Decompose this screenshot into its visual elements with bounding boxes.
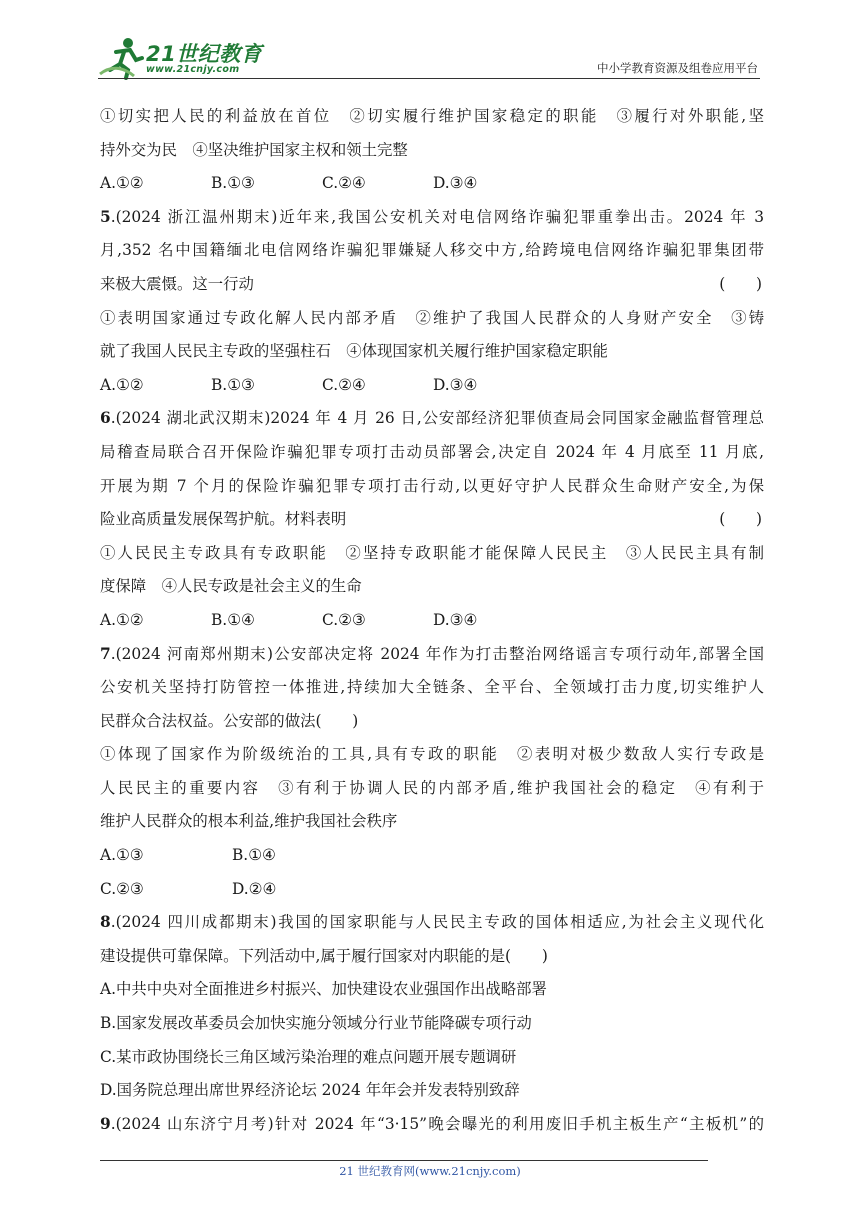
question-content [100, 100, 764, 1141]
q4-statement-line: 持外交为民 ④坚决维护国家主权和领土完整 [100, 140, 408, 159]
q6-stem-line: 局稽查局联合召开保险诈骗犯罪专项打击动员部署会,决定自 2024 年 4 月底至 11 月底, [100, 442, 764, 461]
page-header [98, 36, 760, 80]
q6-statement-line: ①人民民主专政具有专政职能 ②坚持专政职能才能保障人民民主 ③人民民主具有制 [100, 543, 764, 562]
q5-stem-line: 5.(2024 浙江温州期末)近年来,我国公安机关对电信网络诈骗犯罪重拳出击。2024 年 3 [100, 207, 764, 226]
q6-options [100, 604, 764, 638]
q7-statement-line: 维护人民群众的根本利益,维护我国社会秩序 [100, 812, 398, 831]
answer-blank: ( ) [719, 274, 762, 293]
runner-logo-icon [98, 36, 148, 80]
q6-statement-line: 度保障 ④人民专政是社会主义的生命 [100, 577, 362, 596]
q5-option-c: C.②④ [322, 375, 366, 394]
footer-link[interactable]: 21 世纪教育网(www.21cnjy.com) [339, 1164, 521, 1178]
q8-stem-line: 8.(2024 四川成都期末)我国的国家职能与人民民主专政的国体相适应,为社会主义现代化 [100, 913, 764, 932]
q8-option-a: A.中共中央对全面推进乡村振兴、加快建设农业强国作出战略部署 [100, 980, 547, 999]
q6-number: 6 [100, 409, 111, 428]
q4-options [100, 167, 764, 201]
q8-option-c: C.某市政协围绕长三角区域污染治理的难点问题开展专题调研 [100, 1047, 517, 1066]
q4-statement-line: ①切实把人民的利益放在首位 ②切实履行维护国家稳定的职能 ③履行对外职能,坚 [100, 107, 764, 125]
q9-stem-line: 9.(2024 山东济宁月考)针对 2024 年“3·15”晚会曝光的利用废旧手机主板生产“主板机”的 [100, 1114, 764, 1133]
q7-option-d: D.②④ [232, 879, 277, 898]
q7-stem-line: 民群众合法权益。公安部的做法( ) [100, 711, 359, 730]
platform-title: 中小学教育资源及组卷应用平台 [597, 61, 758, 75]
q5-statement-line: ①表明国家通过专政化解人民内部矛盾 ②维护了我国人民群众的人身财产安全 ③铸 [100, 308, 764, 327]
q7-option-a: A.①③ [100, 846, 144, 865]
q5-option-d: D.③④ [433, 375, 478, 394]
logo-text: 21世纪教育 [146, 42, 263, 66]
q6-stem-line: 险业高质量发展保驾护航。材料表明 ( ) [100, 503, 764, 537]
q7-options-row [100, 839, 764, 873]
q7-statement-line: 人民民主的重要内容 ③有利于协调人民的内部矛盾,维护我国社会的稳定 ④有利于 [100, 778, 764, 797]
q5-option-b: B.①③ [211, 375, 255, 394]
q8-stem-line: 建设提供可靠保障。下列活动中,属于履行国家对内职能的是( ) [100, 946, 548, 965]
q4-option-a: A.①② [100, 174, 144, 193]
q5-number: 5 [100, 207, 111, 226]
q5-stem-line: 来极大震慑。这一行动 ( ) [100, 268, 764, 302]
q5-option-a: A.①② [100, 375, 144, 394]
q7-option-c: C.②③ [100, 879, 144, 898]
logo-url: www.21cnjy.com [146, 64, 240, 75]
q7-stem-line: 7.(2024 河南郑州期末)公安部决定将 2024 年作为打击整治网络谣言专项行动年,部署全国 [100, 644, 764, 663]
q8-option-d: D.国务院总理出席世界经济论坛 2024 年年会并发表特别致辞 [100, 1081, 520, 1100]
q7-statement-line: ①体现了国家作为阶级统治的工具,具有专政的职能 ②表明对极少数敌人实行专政是 [100, 745, 764, 764]
answer-blank: ( ) [719, 510, 762, 529]
footer-divider [100, 1160, 708, 1161]
header-divider [98, 78, 760, 79]
q8-number: 8 [100, 913, 111, 932]
q5-statement-line: 就了我国人民民主专政的坚强柱石 ④体现国家机关履行维护国家稳定职能 [100, 342, 608, 361]
logo [98, 36, 268, 80]
q7-option-b: B.①④ [232, 846, 276, 865]
q6-option-c: C.②③ [322, 610, 366, 629]
q7-stem-line: 公安机关坚持打防管控一体推进,持续加大全链条、全平台、全领域打击力度,切实维护人 [100, 678, 764, 697]
q5-stem-line: 月,352 名中国籍缅北电信网络诈骗犯罪嫌疑人移交中方,给跨境电信网络诈骗犯罪集团带 [100, 241, 764, 260]
q6-stem-line: 开展为期 7 个月的保险诈骗犯罪专项打击行动,以更好守护人民群众生命财产安全,为保 [100, 476, 764, 495]
q4-option-d: D.③④ [433, 174, 478, 193]
q7-options-row [100, 873, 764, 907]
q4-option-b: B.①③ [211, 174, 255, 193]
q5-options [100, 369, 764, 403]
q7-number: 7 [100, 644, 111, 663]
q8-option-b: B.国家发展改革委员会加快实施分领域分行业节能降碳专项行动 [100, 1014, 532, 1033]
q6-option-a: A.①② [100, 610, 144, 629]
q9-number: 9 [100, 1114, 111, 1133]
q6-option-d: D.③④ [433, 610, 478, 629]
q6-stem-line: 6.(2024 湖北武汉期末)2024 年 4 月 26 日,公安部经济犯罪侦查局会同国家金融监督管理总 [100, 409, 764, 428]
q6-option-b: B.①④ [211, 610, 255, 629]
q4-option-c: C.②④ [322, 174, 366, 193]
